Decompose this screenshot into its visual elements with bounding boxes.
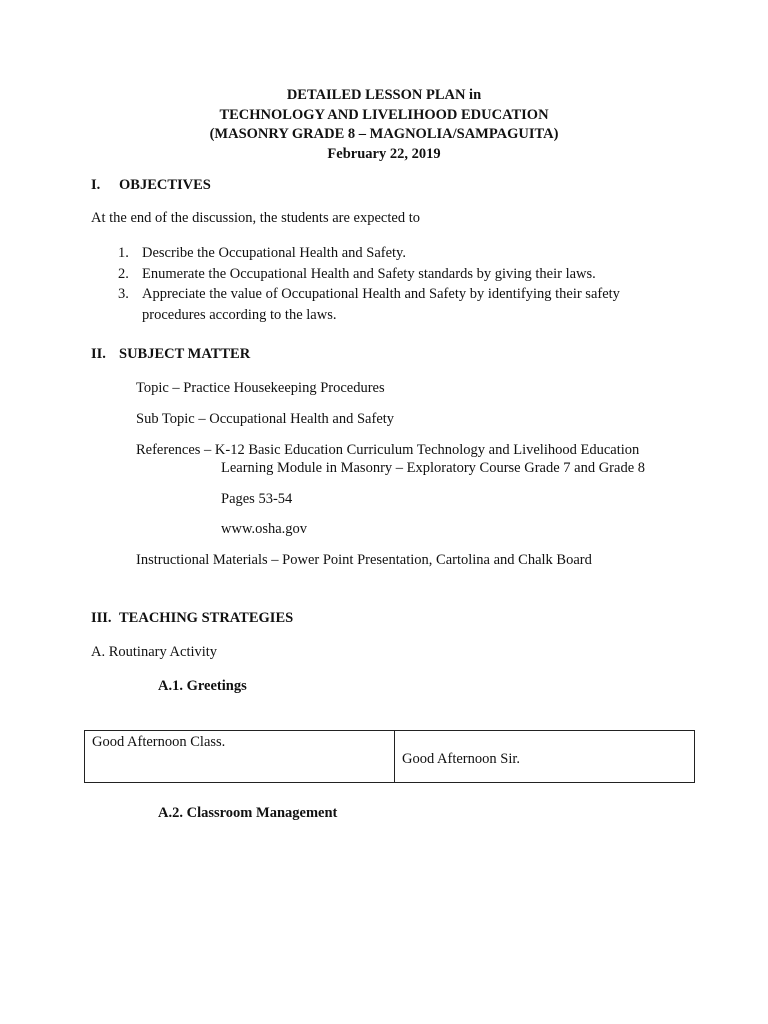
objective-item	[118, 243, 620, 264]
objective-number: 1.	[118, 245, 129, 261]
greetings-table	[84, 730, 695, 783]
topic: Topic – Practice Housekeeping Procedures	[136, 380, 385, 396]
objective-text: Enumerate the Occupational Health and Safety standards by giving their laws.	[142, 265, 596, 282]
objective-number: 3.	[118, 286, 129, 302]
objective-number: 2.	[118, 265, 129, 282]
lesson-plan-title	[0, 86, 768, 164]
objectives-title: OBJECTIVES	[119, 177, 211, 193]
student-greeting: Good Afternoon Sir.	[402, 751, 521, 767]
references-pages: Pages 53-54	[221, 491, 293, 507]
student-greeting-cell	[395, 731, 694, 782]
title-line-3: (MASONRY GRADE 8 – MAGNOLIA/SAMPAGUITA)	[209, 126, 559, 142]
title-date: February 22, 2019	[327, 145, 441, 162]
teacher-greeting: Good Afternoon Class.	[92, 734, 226, 750]
objectives-list	[118, 243, 620, 325]
teaching-strategies-number: III.	[91, 610, 112, 626]
objective-item	[118, 284, 620, 325]
subject-matter-title: SUBJECT MATTER	[119, 346, 251, 362]
subject-matter-heading	[91, 346, 250, 363]
title-line-2: TECHNOLOGY AND LIVELIHOOD EDUCATION	[219, 106, 549, 123]
objective-item	[118, 264, 620, 285]
sub-topic: Sub Topic – Occupational Health and Safety	[136, 411, 395, 427]
references-line-1: References – K-12 Basic Education Curriculum Technology and Livelihood Education	[136, 442, 640, 458]
teaching-strategies-title: TEACHING STRATEGIES	[119, 610, 294, 626]
objective-text: Describe the Occupational Health and Safety.	[142, 245, 406, 261]
objectives-heading	[91, 177, 211, 194]
objectives-intro: At the end of the discussion, the students are expected to	[91, 210, 420, 226]
teacher-greeting-cell	[85, 731, 395, 782]
objective-text: Appreciate the value of Occupational Health and Safety by identifying their safety	[142, 286, 620, 302]
title-line-1: DETAILED LESSON PLAN in	[286, 87, 482, 103]
teaching-strategies-heading	[91, 610, 293, 627]
subject-matter-number: II.	[91, 346, 106, 362]
references-line-2: Learning Module in Masonry – Exploratory Course Grade 7 and Grade 8	[221, 460, 646, 476]
routinary-activity: A. Routinary Activity	[91, 644, 218, 660]
greetings-subheading: A.1. Greetings	[158, 678, 247, 694]
objective-text-continued: procedures according to the laws.	[142, 306, 337, 323]
objectives-number: I.	[91, 177, 101, 193]
references-website: www.osha.gov	[221, 521, 308, 537]
instructional-materials: Instructional Materials – Power Point Presentation, Cartolina and Chalk Board	[136, 552, 592, 568]
classroom-management-subheading: A.2. Classroom Management	[158, 805, 338, 821]
